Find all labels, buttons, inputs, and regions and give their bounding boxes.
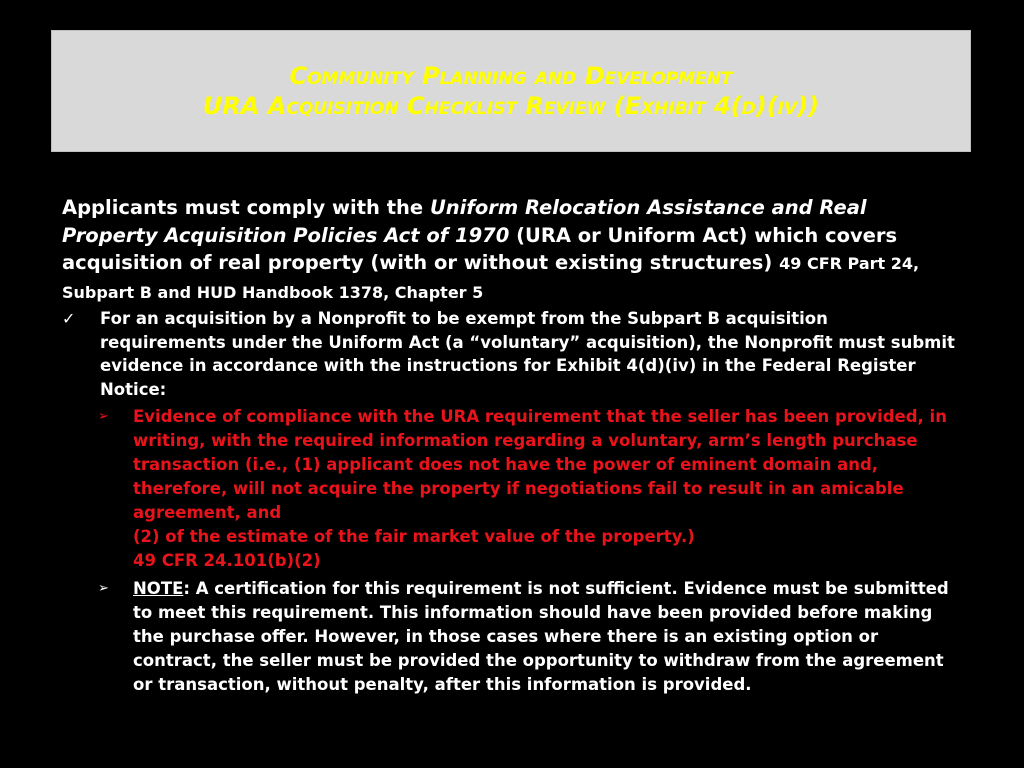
intro-lead: Applicants must comply with the [62, 196, 430, 219]
title-line-1: Community Planning and Development [289, 62, 733, 90]
intro-paragraph [62, 194, 962, 306]
arrow-bullet-icon: ➢ [98, 581, 109, 596]
slide-content [62, 194, 962, 697]
act-name: Uniform Relocation Assistance and Real Property Acquisition Policies Act of 1970 [62, 196, 867, 247]
intro-citation: 49 CFR Part 24, Subpart B and HUD Handbook 1378, Chapter 5 [62, 254, 920, 302]
checkmark-icon: ✓ [62, 309, 76, 328]
title-box [51, 30, 971, 152]
note-item [62, 577, 963, 697]
evidence-citation: 49 CFR 24.101(b)(2) [133, 551, 321, 570]
arrow-bullet-icon: ➢ [98, 409, 109, 424]
checklist-item [62, 307, 955, 401]
title-line-2: URA Acquisition Checklist Review (Exhibit 4(d)(iv)) [202, 92, 820, 120]
note-text: : A certification for this requirement is not sufficient. Evidence must be submitted to meet this requirement. This information should have been provided before making the purchase offer. However, in those cases where there is an existing option or contract, the seller must be provided the opportunity to withdraw from the agreement or transaction, without penalty, after this information is provided. [133, 579, 949, 694]
checklist-item-text: For an acquisition by a Nonprofit to be exempt from the Subpart B acquisition requirements under the Uniform Act (a “voluntary” acquisition), the Nonprofit must submit evidence in accordance with the instructions for Exhibit 4(d)(iv) in the Federal Register Notice: [100, 309, 955, 399]
note-label: NOTE [133, 579, 184, 598]
evidence-item [62, 405, 963, 573]
intro-rest: (URA or Uniform Act) which covers acquisition of real property (with or without existing structures) [62, 223, 898, 274]
evidence-text-line2: (2) of the estimate of the fair market value of the property.) [133, 527, 695, 546]
evidence-text: Evidence of compliance with the URA requirement that the seller has been provided, in writing, with the required information regarding a voluntary, arm’s length purchase transaction (i.e., (1) applicant does not have the power of eminent domain and, therefore, will not acquire the property if negotiations fail to result in an amicable agreement, and [133, 407, 947, 522]
